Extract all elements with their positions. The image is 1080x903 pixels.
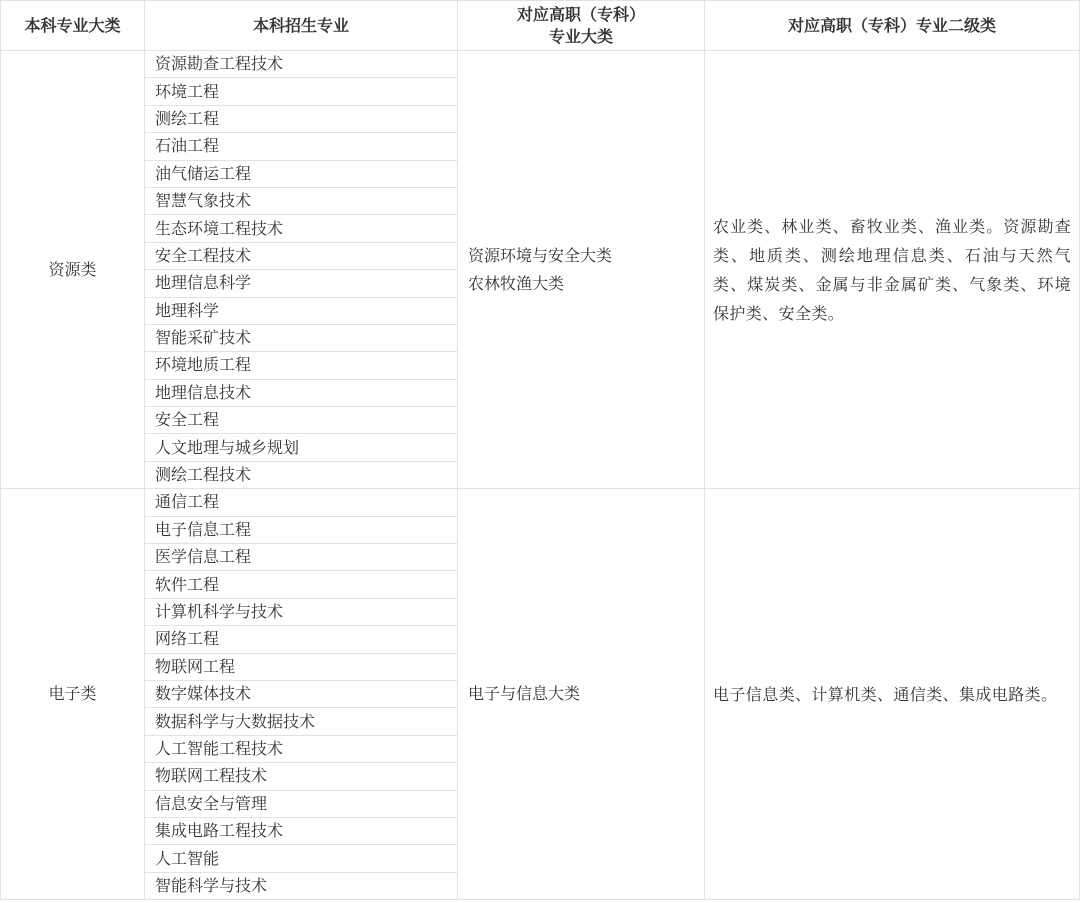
undergrad-major-cell: 石油工程 xyxy=(145,133,458,160)
undergrad-major-cell: 测绘工程 xyxy=(145,105,458,132)
table-row xyxy=(1,51,1080,78)
header-row xyxy=(1,1,1080,51)
undergrad-major-cell: 资源勘查工程技术 xyxy=(145,51,458,78)
undergrad-major-cell: 计算机科学与技术 xyxy=(145,598,458,625)
undergrad-major-cell: 集成电路工程技术 xyxy=(145,817,458,844)
undergrad-category-cell: 电子类 xyxy=(1,489,145,900)
undergrad-major-cell: 环境工程 xyxy=(145,78,458,105)
header-undergrad-majors: 本科招生专业 xyxy=(145,1,458,51)
undergrad-major-cell: 安全工程技术 xyxy=(145,242,458,269)
vocational-category-cell xyxy=(458,51,705,489)
undergrad-major-cell: 油气储运工程 xyxy=(145,160,458,187)
undergrad-category-cell: 资源类 xyxy=(1,51,145,489)
undergrad-major-cell: 医学信息工程 xyxy=(145,544,458,571)
table-body xyxy=(1,51,1080,900)
undergrad-major-cell: 物联网工程技术 xyxy=(145,763,458,790)
undergrad-major-cell: 环境地质工程 xyxy=(145,352,458,379)
header-vocational-subcategory: 对应高职（专科）专业二级类 xyxy=(705,1,1080,51)
vocational-category-cell xyxy=(458,489,705,900)
undergrad-major-cell: 数字媒体技术 xyxy=(145,680,458,707)
undergrad-major-cell: 通信工程 xyxy=(145,489,458,516)
header-vocational-category xyxy=(458,1,705,51)
undergrad-major-cell: 智慧气象技术 xyxy=(145,187,458,214)
undergrad-major-cell: 智能科学与技术 xyxy=(145,872,458,899)
vocational-subcategory-cell: 农业类、林业类、畜牧业类、渔业类。资源勘查类、地质类、测绘地理信息类、石油与天然气类、煤炭类、金属与非金属矿类、气象类、环境保护类、安全类。 xyxy=(705,51,1080,489)
undergrad-major-cell: 人工智能 xyxy=(145,845,458,872)
header-undergrad-category: 本科专业大类 xyxy=(1,1,145,51)
table-row xyxy=(1,489,1080,516)
undergrad-major-cell: 软件工程 xyxy=(145,571,458,598)
undergrad-major-cell: 信息安全与管理 xyxy=(145,790,458,817)
undergrad-major-cell: 人工智能工程技术 xyxy=(145,735,458,762)
undergrad-major-cell: 地理信息科学 xyxy=(145,270,458,297)
undergrad-major-cell: 物联网工程 xyxy=(145,653,458,680)
undergrad-major-cell: 地理科学 xyxy=(145,297,458,324)
vocational-category-line: 农林牧渔大类 xyxy=(468,273,565,293)
vocational-category-line: 电子与信息大类 xyxy=(468,684,581,704)
vocational-subcategory-cell: 电子信息类、计算机类、通信类、集成电路类。 xyxy=(705,489,1080,900)
header-vocational-category-line1: 对应高职（专科） xyxy=(516,4,645,24)
undergrad-major-cell: 地理信息技术 xyxy=(145,379,458,406)
undergrad-major-cell: 测绘工程技术 xyxy=(145,461,458,488)
header-vocational-category-line2: 专业大类 xyxy=(548,26,613,46)
undergrad-major-cell: 智能采矿技术 xyxy=(145,324,458,351)
undergrad-major-cell: 网络工程 xyxy=(145,626,458,653)
undergrad-major-cell: 电子信息工程 xyxy=(145,516,458,543)
undergrad-major-cell: 人文地理与城乡规划 xyxy=(145,434,458,461)
undergrad-major-cell: 安全工程 xyxy=(145,407,458,434)
undergrad-major-cell: 生态环境工程技术 xyxy=(145,215,458,242)
vocational-category-line: 资源环境与安全大类 xyxy=(468,245,613,265)
undergrad-major-cell: 数据科学与大数据技术 xyxy=(145,708,458,735)
